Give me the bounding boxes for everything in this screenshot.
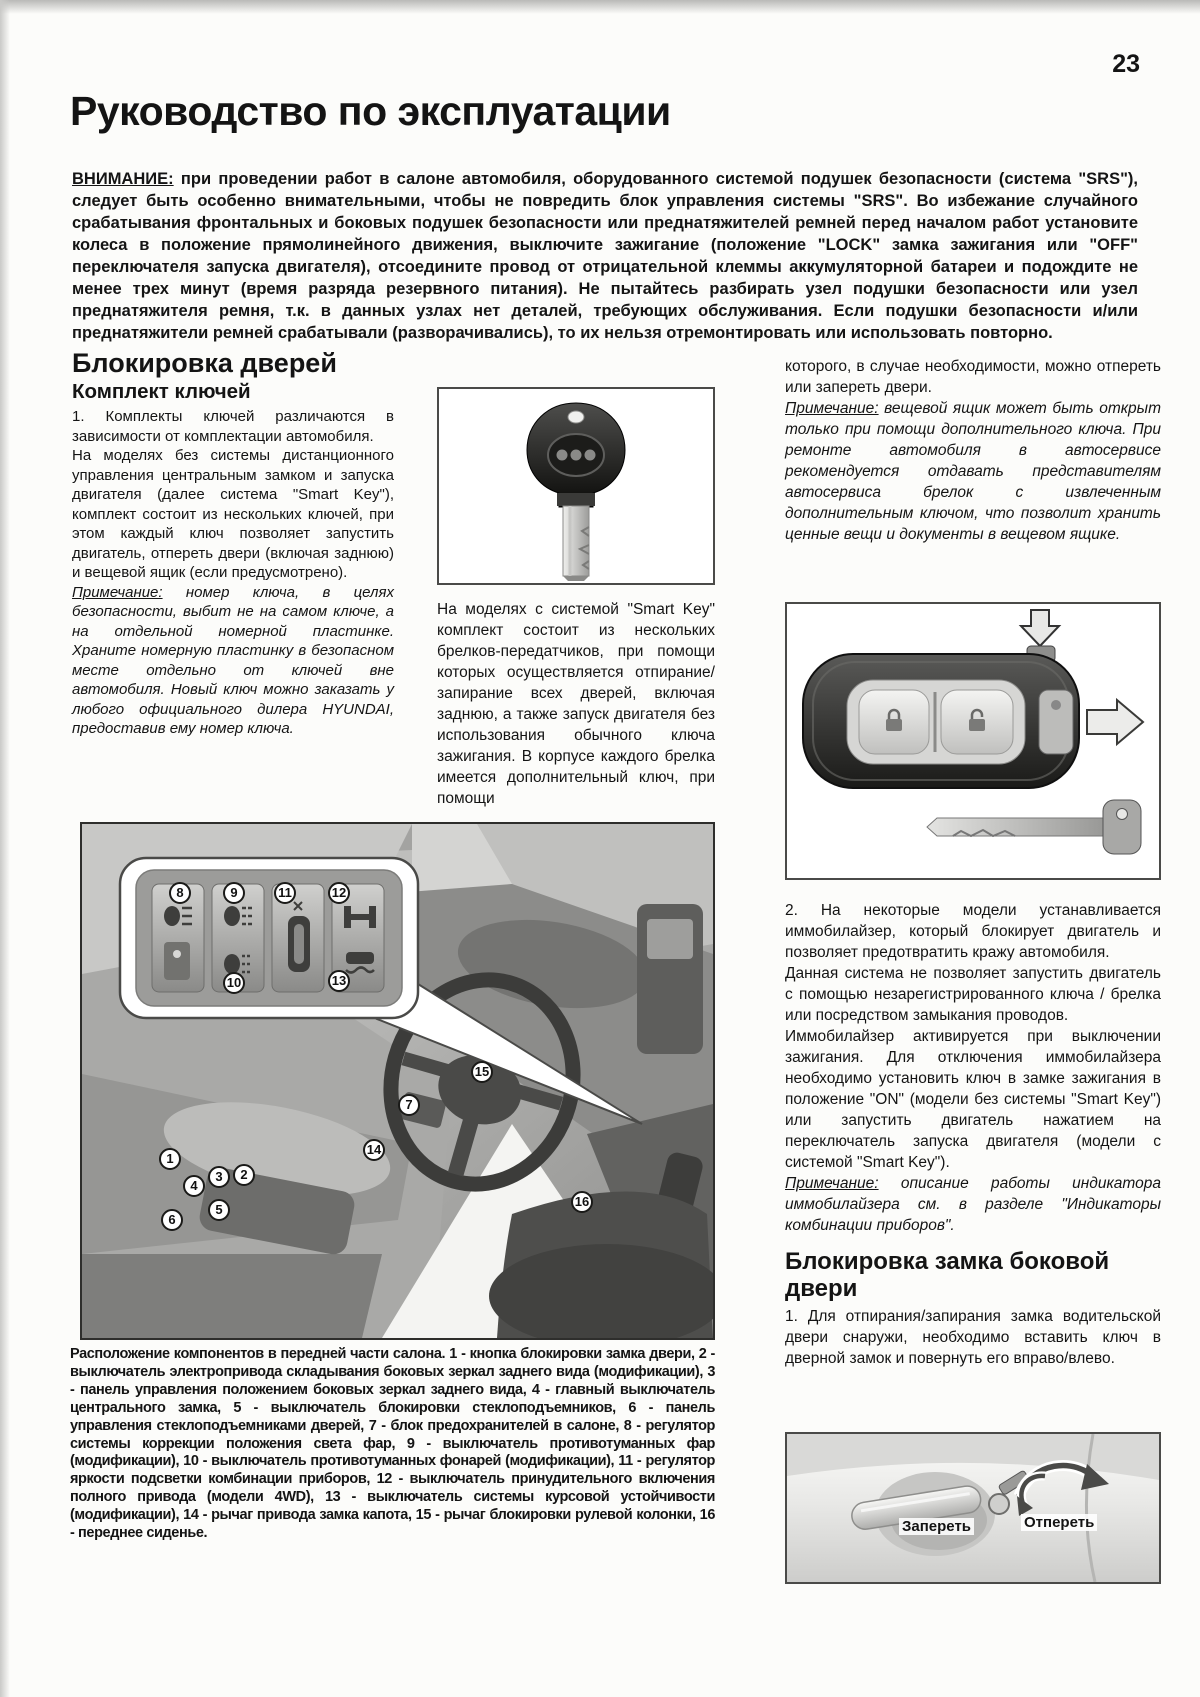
subsection-title-key-set: Комплект ключей: [72, 380, 251, 403]
callout-10: 10: [223, 972, 245, 994]
paragraph: 2. На некоторые модели устанавливается иммобилайзер, который блокирует двигатель и позволяет предотвратить кражу автомобиля.: [785, 902, 1161, 961]
callout-12: 12: [328, 882, 350, 904]
callout-6: 6: [161, 1209, 183, 1231]
middle-column: [437, 387, 715, 809]
callout-11: 11: [274, 882, 296, 904]
callout-3: 3: [208, 1166, 230, 1188]
note-label: Примечание:: [785, 400, 879, 417]
callout-4: 4: [183, 1175, 205, 1197]
paragraph: На моделях с системой "Smart Key" комплект состоит из нескольких брелков-передатчиков, при помощи которых осуществляется отпирание/запирание всех дверей, включая заднюю, а также запуск двигателя без использования обычного ключа зажигания. В корпусе каждого брелка имеется дополнительный ключ, при помощи: [437, 601, 715, 807]
right-column-lower: [785, 900, 1161, 1369]
figure-smart-key: [785, 602, 1161, 880]
key-icon: [439, 389, 713, 583]
callout-15: 15: [471, 1061, 493, 1083]
warning-paragraph: [72, 168, 1138, 344]
lock-direction-label: Запереть: [899, 1518, 974, 1535]
note-paragraph: [785, 398, 1161, 545]
note-paragraph: [785, 1173, 1161, 1236]
paragraph: 1. Для отпирания/запирания замка водительской двери снаружи, необходимо вставить ключ в дверной замок и повернуть его вправо/влево.: [785, 1308, 1161, 1367]
note-text: номер ключа, в целях безопасности, выбит не на самом ключе, а на отдельной номерной пластинке. Храните номерную пластинку в безопасном месте отдельно от ключей вне автомобиля. Новый ключ можно заказать у любого официального дилера HYUNDAI, предоставив ему номер ключа.: [72, 583, 394, 737]
callout-1: 1: [159, 1148, 181, 1170]
callout-9: 9: [223, 882, 245, 904]
callout-8: 8: [169, 882, 191, 904]
arrow-right-icon: [1087, 700, 1143, 744]
right-column-upper: [785, 356, 1161, 545]
page-number: 23: [1112, 50, 1140, 78]
figure-cabin-components: [80, 822, 715, 1340]
paragraph: Иммобилайзер активируется при выключении зажигания. Для отключения иммобилайзера необходимо установить ключ в замке зажигания в положение "ON" (модели без системы "Smart Key") или запустить двигатель нажатием на переключатель запуска двигателя (модели с системой "Smart Key").: [785, 1028, 1161, 1171]
figure-caption: Расположение компонентов в передней части салона. 1 - кнопка блокировки замка двери, 2 - выключатель электропривода складывания боковых зеркал заднего вида (модификации), 3 - панель управления положением боковых зеркал заднего вида, 4 - главный выключатель центрального замка, 5 - выключатель блокировки стеклоподъемников, 6 - панель управления стеклоподъемниками дверей, 7 - блок предохранителей в салоне, 8 - регулятор системы коррекции положения света фар, 9 - выключатель противотуманных фар (модификации), 10 - выключатель противотуманных фонарей (модификации), 11 - регулятор яркости подсветки комбинации приборов, 12 - выключатель принудительного включения полного привода (модели 4WD), 13 - выключатель системы курсовой устойчивости (модификации), 14 - рычаг привода замка капота, 15 - рычаг блокировки рулевой колонки, 16 - переднее сиденье.: [70, 1346, 715, 1542]
paragraph: которого, в случае необходимости, можно отпереть или запереть двери.: [785, 358, 1161, 396]
arrow-down-icon: [1021, 610, 1059, 646]
door-handle-illustration: [787, 1434, 1159, 1582]
paragraph: 1. Комплекты ключей различаются в зависимости от комплектации автомобиля.: [72, 408, 394, 445]
callout-16: 16: [571, 1191, 593, 1213]
section-title-door-locking: Блокировка дверей: [72, 348, 337, 378]
section-title-side-door-lock: Блокировка замка боковой двери: [785, 1248, 1110, 1302]
paragraph: Данная система не позволяет запустить двигатель с помощью незарегистрированного ключа / брелка или посредством замыкания проводов.: [785, 965, 1161, 1024]
warning-label: ВНИМАНИЕ:: [72, 170, 174, 188]
callout-2: 2: [233, 1164, 255, 1186]
callout-13: 13: [328, 970, 350, 992]
callout-7: 7: [398, 1094, 420, 1116]
figure-door-lock: [785, 1432, 1161, 1584]
note-text: описание работы индикатора иммобилайзера см. в разделе "Индикаторы комбинации приборов".: [785, 1175, 1161, 1234]
callout-5: 5: [208, 1199, 230, 1221]
paragraph: На моделях без системы дистанционного управления центральным замком и запуска двигателя (далее система "Smart Key"), комплект состоит из нескольких ключей, при этом каждый ключ позволяет запустить двигатель, отпереть двери (включая заднюю) и вещевой ящик (если предусмотрено).: [72, 447, 394, 581]
callout-14: 14: [363, 1139, 385, 1161]
left-column: [72, 348, 394, 739]
note-text: вещевой ящик может быть открыт только при помощи дополнительного ключа. При ремонте автомобиля в автосервисе рекомендуется отдавать представителям автосервиса брелок с извлеченным дополнительным ключом, что позволит хранить ценные вещи и документы в вещевом ящике.: [785, 400, 1161, 543]
note-paragraph: [72, 583, 394, 739]
smart-key-icon: [787, 604, 1159, 878]
warning-text: при проведении работ в салоне автомобиля, оборудованного системой подушек безопасности (система "SRS"), следует быть особенно внимательными, чтобы не повредить блок управления системы "SRS". Во избежание случайного срабатывания фронтальных и боковых подушек безопасности или преднатяжителей ремней перед началом работ установите колеса в положение прямолинейного движения, выключите зажигание (положение "LOCK" замка зажигания или "OFF" переключателя запуска двигателя), отсоедините провод от отрицательной клеммы аккумуляторной батареи и подождите не менее трех минут (время разряда резервного питания). Не пытайтесь разбирать узел подушки безопасности или узел преднатяжителя ремня, т.к. в данных узлах нет деталей, требующих обслуживания. Если подушки безопасности и/или преднатяжители ремней срабатывали (разворачивались), то их нельзя отремонтировать или использовать повторно.: [72, 170, 1138, 342]
note-label: Примечание:: [785, 1175, 879, 1192]
emergency-key-icon: [927, 800, 1141, 854]
unlock-direction-label: Отпереть: [1021, 1514, 1097, 1531]
page-title: Руководство по эксплуатации: [70, 88, 671, 134]
lock-cylinder: [989, 1494, 1009, 1514]
note-label: Примечание:: [72, 583, 163, 601]
figure-ignition-key: [437, 387, 715, 585]
